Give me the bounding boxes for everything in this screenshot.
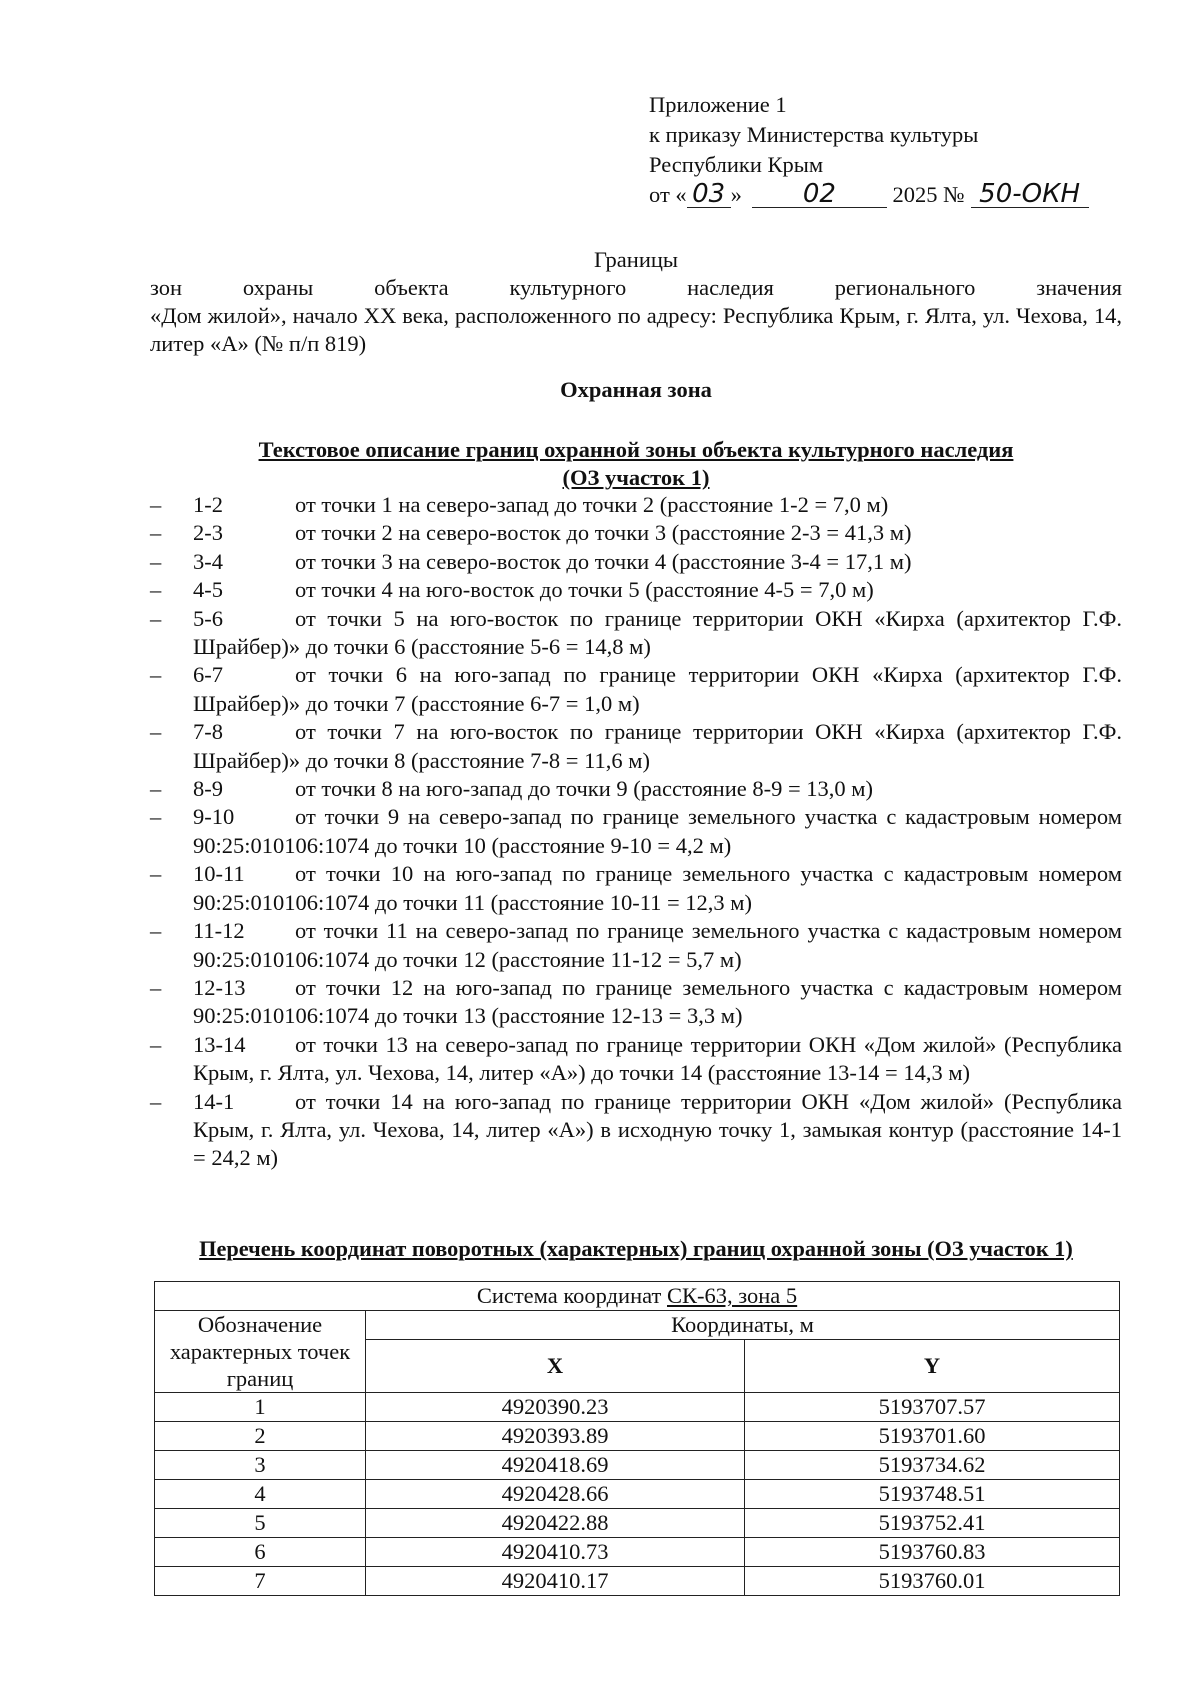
segment-code: 6-7 [193, 662, 223, 688]
segment-code: 10-11 [193, 861, 245, 887]
boundary-segment [150, 974, 1122, 1031]
x-coordinate-cell: 4920410.17 [366, 1567, 745, 1596]
list-dash: – [150, 776, 162, 802]
table-row [155, 1393, 1120, 1422]
coordinates-heading: Перечень координат поворотных (характерных) границ охранной зоны (ОЗ участок 1) [199, 1236, 1073, 1261]
y-coordinate-cell: 5193707.57 [745, 1393, 1120, 1422]
date-prefix: от « [649, 182, 687, 207]
title-zones: зон охраны объекта культурного наследия регионального значения [150, 275, 1122, 300]
segment-description: от точки 2 на северо-восток до точки 3 (расстояние 2-3 = 41,3 м) [295, 520, 912, 546]
list-dash: – [150, 605, 162, 631]
coordinate-system-name: СК-63, зона 5 [667, 1283, 798, 1308]
description-heading [150, 436, 1122, 492]
table-row [155, 1422, 1120, 1451]
zone-heading: Охранная зона [560, 377, 712, 402]
segment-code: 2-3 [193, 520, 223, 546]
boundary-segment [150, 548, 1122, 576]
segment-code: 4-5 [193, 577, 223, 603]
coordinates-table [154, 1281, 1120, 1596]
coordinate-system-row [155, 1282, 1120, 1311]
y-column-header: Y [745, 1340, 1120, 1393]
document-title [150, 246, 1122, 358]
list-dash: – [150, 548, 162, 574]
title-borders: Границы [593, 247, 679, 272]
segment-description: от точки 9 на северо-запад по границе земельного участка с кадастровым номером 90:25:010106:1074 до точки 10 (расстояние 9-10 = 4,2 м) [193, 804, 1122, 858]
list-dash: – [150, 577, 162, 603]
coordinate-system-cell [155, 1282, 1120, 1311]
y-coordinate-cell: 5193760.01 [745, 1567, 1120, 1596]
segment-code: 7-8 [193, 719, 223, 745]
segment-description: от точки 12 на юго-запад по границе земельного участка с кадастровым номером 90:25:010106:1074 до точки 13 (расстояние 12-13 = 3,3 м) [193, 974, 1122, 1029]
segment-description: от точки 4 на юго-восток до точки 5 (расстояние 4-5 = 7,0 м) [295, 577, 874, 603]
boundary-segment [150, 775, 1122, 803]
appendix-label: Приложение 1 [649, 92, 787, 117]
x-coordinate-cell: 4920418.69 [366, 1451, 745, 1480]
boundary-segment-list [150, 491, 1122, 1173]
segment-description: от точки 5 на юго-восток по границе территории ОКН «Кирха (архитектор Г.Ф. Шрайбер)» до точки 6 (расстояние 5-6 = 14,8 м) [193, 605, 1122, 660]
table-row [155, 1538, 1120, 1567]
y-coordinate-cell: 5193760.83 [745, 1538, 1120, 1567]
list-dash: – [150, 804, 162, 830]
segment-code: 5-6 [193, 605, 223, 631]
segment-description: от точки 10 на юго-запад по границе земельного участка с кадастровым номером 90:25:010106:1074 до точки 11 (расстояние 10-11 = 12,3 м) [193, 861, 1122, 915]
segment-code: 12-13 [193, 974, 246, 1000]
list-dash: – [150, 719, 162, 745]
list-dash: – [150, 861, 162, 887]
segment-code: 11-12 [193, 918, 245, 944]
list-dash: – [150, 1031, 162, 1057]
boundary-segment [150, 803, 1122, 860]
boundary-segment [150, 1031, 1122, 1088]
appendix-header [649, 90, 1149, 210]
point-cell: 1 [155, 1393, 366, 1422]
boundary-segment [150, 605, 1122, 662]
boundary-segment [150, 491, 1122, 519]
segment-code: 14-1 [193, 1088, 235, 1114]
list-dash: – [150, 662, 162, 688]
boundary-segment [150, 1088, 1122, 1173]
segment-code: 3-4 [193, 548, 223, 574]
y-coordinate-cell: 5193701.60 [745, 1422, 1120, 1451]
list-dash: – [150, 1088, 162, 1114]
point-cell: 2 [155, 1422, 366, 1451]
date-day-handwritten: 03 [687, 181, 731, 208]
date-year: 2025 № [892, 182, 965, 207]
x-coordinate-cell: 4920390.23 [366, 1393, 745, 1422]
x-coordinate-cell: 4920422.88 [366, 1509, 745, 1538]
coordinates-table-body [155, 1393, 1120, 1596]
table-row [155, 1567, 1120, 1596]
segment-description: от точки 3 на северо-восток до точки 4 (расстояние 3-4 = 17,1 м) [295, 548, 912, 574]
boundary-segment [150, 860, 1122, 917]
segment-description: от точки 7 на юго-восток по границе территории ОКН «Кирха (архитектор Г.Ф. Шрайбер)» до точки 8 (расстояние 7-8 = 11,6 м) [193, 719, 1122, 773]
x-coordinate-cell: 4920410.73 [366, 1538, 745, 1567]
point-cell: 4 [155, 1480, 366, 1509]
segment-description: от точки 11 на северо-запад по границе земельного участка с кадастровым номером 90:25:010106:1074 до точки 12 (расстояние 11-12 = 5,7 м) [193, 918, 1122, 972]
boundary-segment [150, 917, 1122, 974]
segment-description: от точки 14 на юго-запад по границе территории ОКН «Дом жилой» (Республика Крым, г. Ялта, ул. Чехова, 14, литер «А») в исходную точку 1, замыкая контур (расстояние 14-1 = 24,2 м) [193, 1088, 1122, 1171]
x-coordinate-cell: 4920393.89 [366, 1422, 745, 1451]
y-coordinate-cell: 5193748.51 [745, 1480, 1120, 1509]
point-column-header: Обозначение характерных точек границ [155, 1311, 366, 1393]
x-coordinate-cell: 4920428.66 [366, 1480, 745, 1509]
table-row [155, 1480, 1120, 1509]
order-reference: к приказу Министерства культуры [649, 122, 979, 147]
list-dash: – [150, 492, 162, 517]
boundary-segment [150, 661, 1122, 718]
header-row [155, 1311, 1120, 1340]
table-row [155, 1451, 1120, 1480]
boundary-segment [150, 576, 1122, 604]
segment-description: от точки 6 на юго-запад по границе территории ОКН «Кирха (архитектор Г.Ф. Шрайбер)» до точки 7 (расстояние 6-7 = 1,0 м) [193, 662, 1122, 716]
order-date-line [649, 180, 1149, 210]
segment-code: 8-9 [193, 776, 223, 802]
segment-code: 1-2 [193, 492, 223, 517]
boundary-segment [150, 718, 1122, 775]
order-number-handwritten: 50-ОКН [971, 181, 1089, 208]
segment-description: от точки 8 на юго-запад до точки 9 (расстояние 8-9 = 13,0 м) [295, 776, 874, 802]
x-column-header: X [366, 1340, 745, 1393]
description-heading-line2: (ОЗ участок 1) [562, 465, 710, 490]
ministry-region: Республики Крым [649, 152, 824, 177]
list-dash: – [150, 974, 162, 1000]
segment-code: 13-14 [193, 1031, 246, 1057]
segment-description: от точки 13 на северо-запад по границе территории ОКН «Дом жилой» (Республика Крым, г. Ялта, ул. Чехова, 14, литер «А») до точки 14 (расстояние 13-14 = 14,3 м) [193, 1031, 1122, 1086]
date-month-handwritten: 02 [752, 181, 887, 208]
title-object: «Дом жилой», начало XX века, расположенного по адресу: Республика Крым, г. Ялта, ул. Чехова, 14, литер «А» (№ п/п 819) [150, 303, 1122, 356]
coordinate-system-label: Система координат [476, 1283, 662, 1308]
date-mid: » [730, 182, 742, 207]
y-coordinate-cell: 5193734.62 [745, 1451, 1120, 1480]
list-dash: – [150, 520, 162, 546]
list-dash: – [150, 918, 162, 944]
y-coordinate-cell: 5193752.41 [745, 1509, 1120, 1538]
table-row [155, 1509, 1120, 1538]
segment-description: от точки 1 на северо-запад до точки 2 (расстояние 1-2 = 7,0 м) [295, 492, 889, 517]
point-cell: 5 [155, 1509, 366, 1538]
point-cell: 6 [155, 1538, 366, 1567]
description-heading-line1: Текстовое описание границ охранной зоны объекта культурного наследия [258, 437, 1014, 462]
point-cell: 7 [155, 1567, 366, 1596]
segment-code: 9-10 [193, 804, 235, 830]
coordinates-column-header: Координаты, м [366, 1311, 1120, 1340]
point-cell: 3 [155, 1451, 366, 1480]
boundary-segment [150, 519, 1122, 547]
